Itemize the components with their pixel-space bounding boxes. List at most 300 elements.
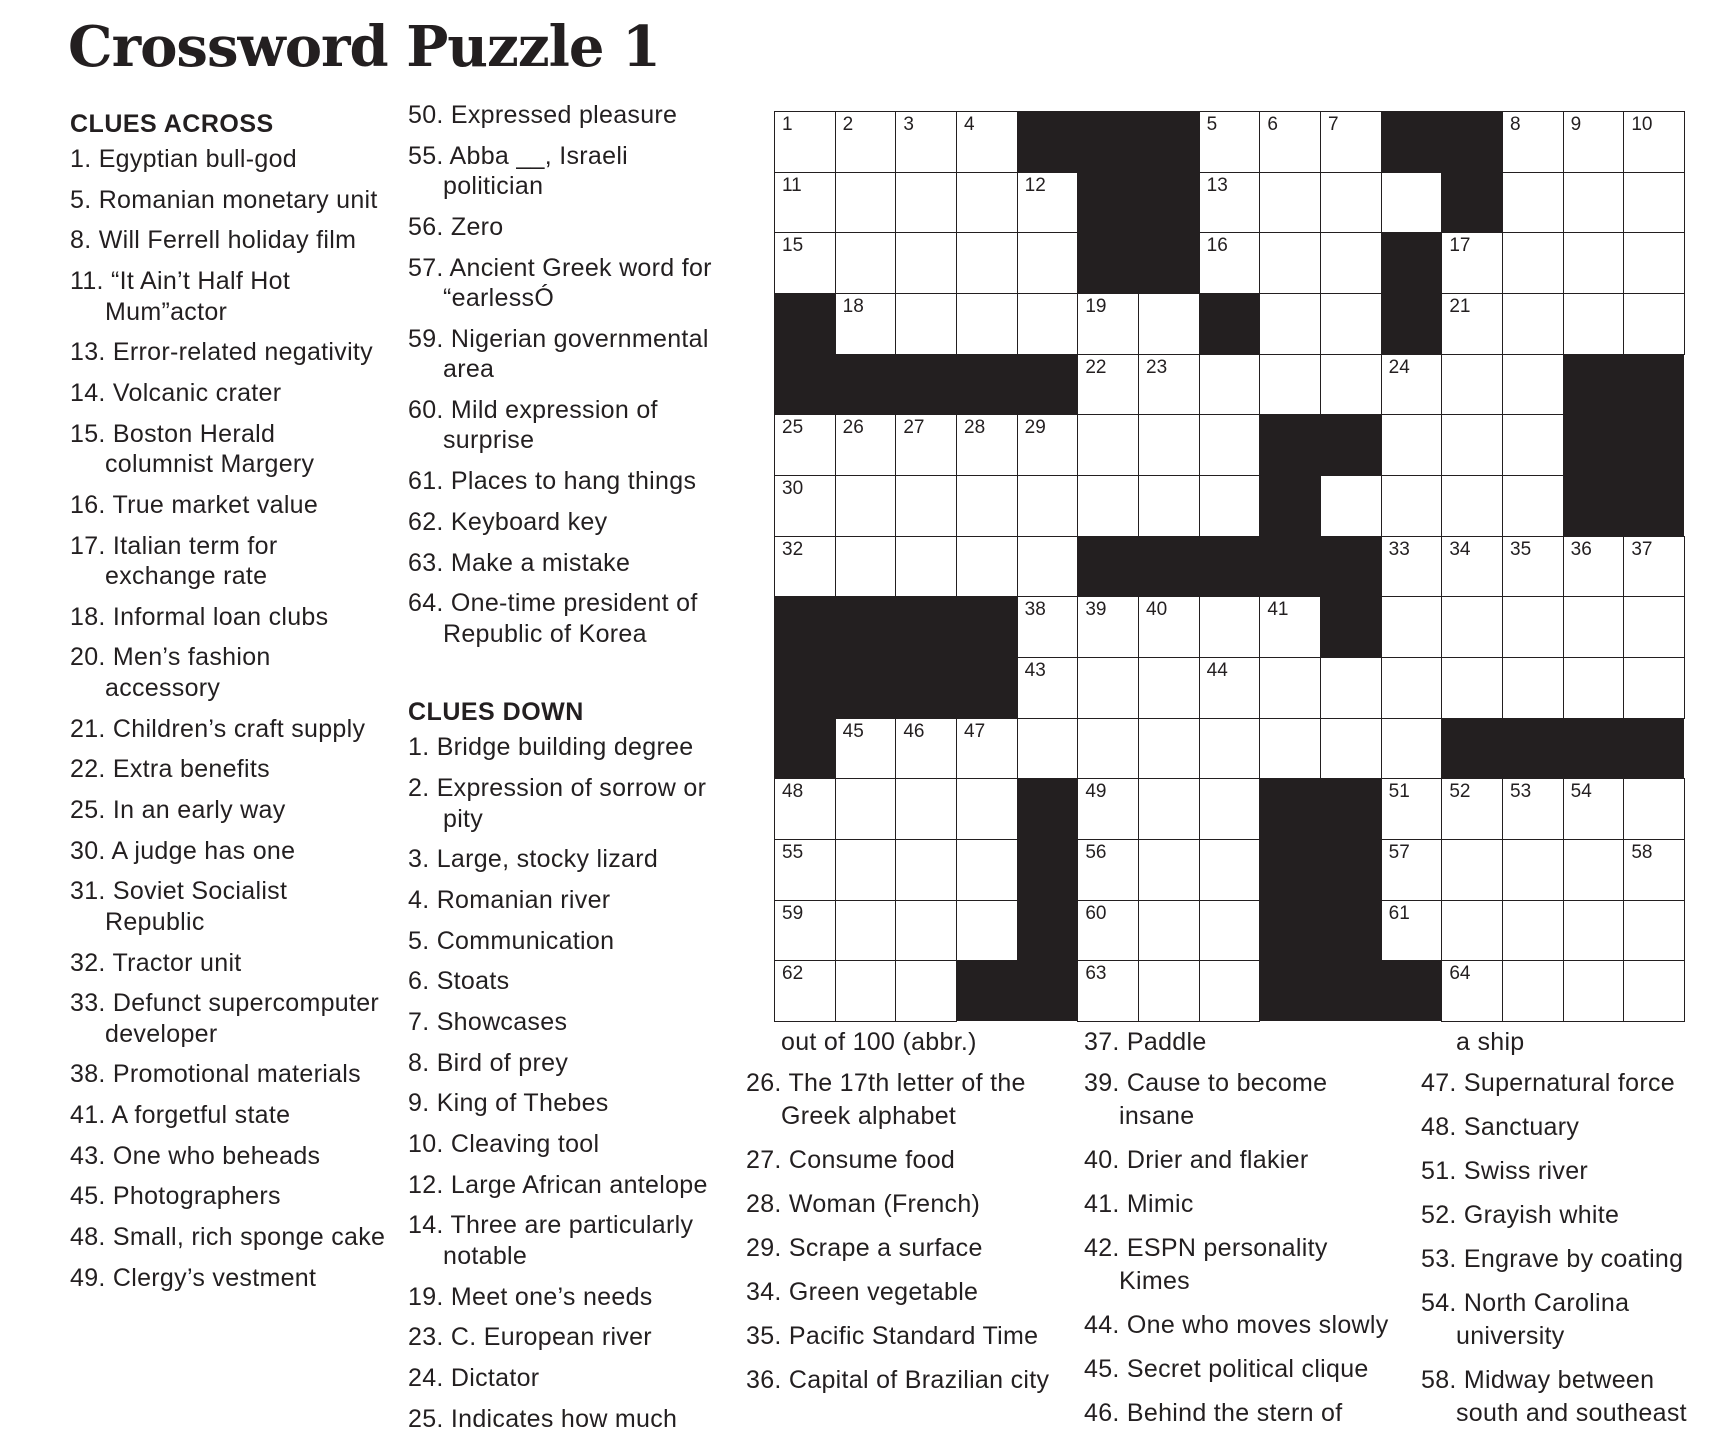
grid-cell[interactable]	[1199, 232, 1261, 294]
clue-item: 58. Midway between south and southeast	[1421, 1366, 1687, 1427]
clue-item: 51. Swiss river	[1421, 1157, 1589, 1185]
grid-cell[interactable]	[774, 900, 836, 962]
grid-cell[interactable]	[835, 475, 897, 537]
clue-item: 24. Dictator	[408, 1364, 540, 1392]
clue-item: 33. Defunct supercomputer developer	[70, 989, 380, 1048]
grid-cell[interactable]	[1259, 111, 1321, 173]
grid-cell[interactable]	[1077, 839, 1139, 901]
black-square	[1563, 718, 1624, 779]
across-clues-column-1	[70, 104, 390, 1304]
grid-cell[interactable]	[895, 718, 957, 780]
grid-cell[interactable]	[774, 536, 836, 598]
cell-number: 49	[1085, 781, 1107, 803]
grid-cell[interactable]	[1623, 900, 1685, 962]
cell-number: 56	[1085, 842, 1107, 863]
clue-item: 49. Clergy’s vestment	[70, 1263, 317, 1292]
cell-number: 19	[1085, 296, 1107, 317]
grid-cell[interactable]	[1623, 839, 1685, 901]
grid-cell[interactable]	[1199, 475, 1261, 537]
grid-cell[interactable]	[895, 232, 957, 294]
grid-cell[interactable]	[895, 414, 957, 476]
black-square	[1199, 536, 1260, 597]
clue-item: 27. Consume food	[746, 1146, 956, 1174]
cell-number: 47	[964, 720, 986, 742]
cell-number: 4	[964, 114, 975, 135]
grid-cell[interactable]	[1199, 900, 1261, 962]
cell-number: 59	[782, 902, 804, 924]
grid-cell[interactable]	[1441, 414, 1503, 476]
grid-cell[interactable]	[1017, 232, 1079, 294]
black-square	[1077, 536, 1138, 597]
cell-number: 48	[782, 781, 804, 803]
clue-item: 48. Small, rich sponge cake	[70, 1223, 386, 1252]
grid-cell[interactable]	[1441, 839, 1503, 901]
cell-number: 30	[782, 478, 804, 499]
grid-cell[interactable]	[895, 172, 957, 234]
grid-cell[interactable]	[835, 232, 897, 294]
cell-number: 52	[1449, 781, 1471, 803]
cell-number: 11	[782, 174, 802, 196]
grid-cell[interactable]	[1563, 232, 1625, 294]
clue-item: 46. Behind the stern of	[1084, 1399, 1343, 1427]
grid-cell[interactable]	[1563, 596, 1625, 658]
cell-number: 34	[1449, 538, 1471, 560]
grid-cell[interactable]	[1320, 718, 1382, 780]
grid-cell[interactable]	[1199, 354, 1261, 416]
black-square	[1259, 414, 1320, 475]
grid-cell[interactable]	[1320, 354, 1382, 416]
black-square	[1138, 172, 1199, 233]
black-square	[1259, 778, 1320, 839]
grid-cell[interactable]	[835, 536, 897, 598]
grid-cell[interactable]	[1320, 232, 1382, 294]
grid-cell[interactable]	[774, 172, 836, 234]
cell-number: 8	[1510, 114, 1521, 135]
cell-number: 24	[1388, 356, 1410, 378]
black-square	[1441, 172, 1502, 233]
clue-item: 36. Capital of Brazilian city	[746, 1366, 1050, 1394]
cell-number: 62	[782, 963, 804, 985]
cell-number: 28	[964, 417, 986, 439]
grid-cell[interactable]	[1502, 596, 1564, 658]
cell-number: 10	[1631, 114, 1653, 135]
grid-cell[interactable]	[1623, 596, 1685, 658]
grid-cell[interactable]	[1199, 596, 1261, 658]
down-clue-list-continued	[1421, 1067, 1711, 1430]
grid-cell[interactable]	[1563, 172, 1625, 234]
grid-cell[interactable]	[1502, 900, 1564, 962]
grid-cell[interactable]	[1623, 657, 1685, 719]
clue-item: 20. Men’s fashion accessory	[70, 643, 271, 702]
clue-item: 41. A forgetful state	[70, 1101, 291, 1130]
cell-number: 54	[1570, 781, 1592, 803]
grid-cell[interactable]	[1320, 475, 1382, 537]
grid-cell[interactable]	[1381, 718, 1443, 780]
grid-cell[interactable]	[1077, 414, 1139, 476]
grid-cell[interactable]	[1199, 657, 1261, 719]
grid-cell[interactable]	[1502, 778, 1564, 840]
cell-number: 6	[1267, 114, 1278, 135]
grid-cell[interactable]	[1138, 293, 1200, 355]
grid-cell[interactable]	[1381, 536, 1443, 598]
cell-number: 5	[1206, 114, 1218, 135]
crossword-grid	[774, 111, 1684, 1021]
grid-cell[interactable]	[1138, 596, 1200, 658]
grid-cell[interactable]	[1259, 293, 1321, 355]
cell-number: 46	[903, 720, 925, 742]
grid-cell[interactable]	[1502, 172, 1564, 234]
grid-cell[interactable]	[835, 414, 897, 476]
grid-cell[interactable]	[1502, 414, 1564, 476]
grid-cell[interactable]	[1441, 536, 1503, 598]
grid-cell[interactable]	[1502, 657, 1564, 719]
black-square	[1381, 232, 1442, 293]
black-square	[1563, 354, 1624, 415]
clue-item: 30. A judge has one	[70, 836, 296, 865]
grid-cell[interactable]	[895, 960, 957, 1022]
grid-cell[interactable]	[1381, 172, 1443, 234]
black-square	[1320, 536, 1381, 597]
grid-cell[interactable]	[1320, 172, 1382, 234]
grid-cell[interactable]	[1623, 960, 1685, 1022]
cell-number: 36	[1570, 538, 1592, 560]
grid-cell[interactable]	[835, 293, 897, 355]
grid-cell[interactable]	[1199, 778, 1261, 840]
grid-cell[interactable]	[956, 536, 1018, 598]
black-square	[956, 960, 1017, 1021]
grid-cell[interactable]	[956, 839, 1018, 901]
black-square	[1259, 536, 1320, 597]
clue-item: 52. Grayish white	[1421, 1201, 1620, 1229]
grid-cell[interactable]	[1441, 900, 1503, 962]
cell-number: 13	[1206, 174, 1228, 196]
clue-item: 8. Will Ferrell holiday film	[70, 226, 357, 255]
black-square	[1320, 596, 1381, 657]
grid-cell[interactable]	[774, 839, 836, 901]
cell-number: 26	[842, 417, 864, 439]
cell-number: 3	[903, 114, 914, 135]
grid-cell[interactable]	[1077, 718, 1139, 780]
grid-cell[interactable]	[1259, 596, 1321, 658]
across-clue-list	[70, 144, 390, 1293]
grid-cell[interactable]	[1623, 536, 1685, 598]
black-square	[1320, 414, 1381, 475]
grid-cell[interactable]	[1441, 475, 1503, 537]
grid-cell[interactable]	[1563, 293, 1625, 355]
down-clue-list	[408, 732, 733, 1434]
black-square	[1259, 900, 1320, 961]
cell-number: 53	[1510, 781, 1532, 803]
grid-cell[interactable]	[1502, 960, 1564, 1022]
black-square	[1017, 778, 1078, 839]
cell-number: 32	[782, 538, 804, 560]
grid-cell[interactable]	[956, 414, 1018, 476]
grid-cell[interactable]	[1441, 232, 1503, 294]
black-square	[895, 657, 956, 718]
grid-cell[interactable]	[1623, 172, 1685, 234]
grid-cell[interactable]	[774, 111, 836, 173]
grid-cell[interactable]	[1199, 111, 1261, 173]
grid-cell[interactable]	[1381, 839, 1443, 901]
grid-cell[interactable]	[835, 960, 897, 1022]
black-square	[956, 354, 1017, 415]
grid-cell[interactable]	[1138, 960, 1200, 1022]
grid-cell[interactable]	[1017, 657, 1079, 719]
grid-cell[interactable]	[1138, 354, 1200, 416]
black-square	[1017, 354, 1078, 415]
grid-cell[interactable]	[1138, 657, 1200, 719]
grid-cell[interactable]	[1077, 596, 1139, 658]
black-square	[1320, 839, 1381, 900]
grid-cell[interactable]	[1623, 293, 1685, 355]
down-heading: CLUES DOWN	[408, 698, 584, 727]
grid-cell[interactable]	[1563, 960, 1625, 1022]
grid-cell[interactable]	[1138, 475, 1200, 537]
cell-number: 27	[903, 417, 925, 439]
cell-number: 44	[1206, 660, 1228, 681]
grid-cell[interactable]	[1138, 718, 1200, 780]
grid-cell[interactable]	[774, 414, 836, 476]
clue-item: 23. C. European river	[408, 1323, 652, 1352]
grid-cell[interactable]	[1563, 900, 1625, 962]
clue-item: 26. The 17th letter of the Greek alphabet	[746, 1069, 1026, 1130]
grid-cell[interactable]	[1502, 839, 1564, 901]
grid-cell[interactable]	[1623, 232, 1685, 294]
grid-cell[interactable]	[956, 232, 1018, 294]
cell-number: 18	[842, 296, 864, 317]
cell-number: 22	[1085, 356, 1107, 378]
grid-cell[interactable]	[1441, 778, 1503, 840]
grid-cell[interactable]	[1320, 111, 1382, 173]
grid-cell[interactable]	[1259, 232, 1321, 294]
grid-cell[interactable]	[774, 778, 836, 840]
grid-cell[interactable]	[1017, 718, 1079, 780]
grid-cell[interactable]	[895, 111, 957, 173]
clue-item: 5. Communication	[408, 926, 615, 955]
down-clues-column-3	[746, 1027, 1066, 1408]
grid-cell[interactable]	[774, 475, 836, 537]
black-square	[835, 354, 896, 415]
clue-item: 8. Bird of prey	[408, 1048, 569, 1077]
grid-cell[interactable]	[1077, 778, 1139, 840]
black-square	[1017, 960, 1078, 1021]
clue-item: 38. Promotional materials	[70, 1060, 361, 1089]
grid-cell[interactable]	[1199, 960, 1261, 1022]
grid-cell[interactable]	[1441, 293, 1503, 355]
grid-cell[interactable]	[835, 718, 897, 780]
grid-cell[interactable]	[895, 778, 957, 840]
grid-cell[interactable]	[1502, 293, 1564, 355]
grid-cell[interactable]	[956, 475, 1018, 537]
clue-item: 62. Keyboard key	[408, 507, 608, 536]
grid-cell[interactable]	[956, 293, 1018, 355]
black-square	[1077, 172, 1138, 233]
clue-item: 44. One who moves slowly	[1084, 1311, 1389, 1339]
grid-cell[interactable]	[1077, 475, 1139, 537]
grid-cell[interactable]	[956, 778, 1018, 840]
clue-item: 9. King of Thebes	[408, 1089, 609, 1118]
grid-cell[interactable]	[1502, 536, 1564, 598]
grid-cell[interactable]	[1138, 839, 1200, 901]
grid-cell[interactable]	[1077, 900, 1139, 962]
down-clue-list-continued	[1084, 1067, 1404, 1430]
clue-item: 55. Abba __, Israeli politician	[408, 141, 629, 201]
cell-number: 1	[782, 114, 793, 135]
cell-number: 41	[1267, 599, 1289, 621]
grid-cell[interactable]	[1077, 657, 1139, 719]
grid-cell[interactable]	[1259, 657, 1321, 719]
black-square	[1138, 536, 1199, 597]
cell-number: 43	[1024, 660, 1046, 681]
grid-cell[interactable]	[1017, 536, 1079, 598]
cell-number: 2	[842, 114, 854, 135]
clue-item: 25. In an early way	[70, 795, 286, 824]
grid-cell[interactable]	[1017, 172, 1079, 234]
grid-cell[interactable]	[1563, 778, 1625, 840]
grid-cell[interactable]	[1623, 111, 1685, 173]
grid-cell[interactable]	[1259, 354, 1321, 416]
clue-item: 14. Volcanic crater	[70, 378, 282, 407]
black-square	[1259, 475, 1320, 536]
grid-cell[interactable]	[956, 718, 1018, 780]
cell-number: 39	[1085, 599, 1107, 621]
clue-item: 47. Supernatural force	[1421, 1069, 1675, 1097]
grid-cell[interactable]	[774, 960, 836, 1022]
cell-number: 21	[1449, 296, 1471, 317]
cell-number: 64	[1449, 963, 1471, 985]
black-square	[835, 596, 896, 657]
clue-item: 10. Cleaving tool	[408, 1130, 600, 1159]
cell-number: 55	[782, 842, 804, 863]
cell-number: 38	[1024, 599, 1046, 621]
black-square	[1199, 293, 1260, 354]
grid-cell[interactable]	[1259, 172, 1321, 234]
grid-cell[interactable]	[956, 172, 1018, 234]
grid-cell[interactable]	[835, 778, 897, 840]
clue-item: 45. Photographers	[70, 1182, 281, 1211]
cell-number: 16	[1206, 235, 1228, 257]
clue-item: 60. Mild expression of surprise	[408, 395, 658, 455]
grid-cell[interactable]	[1381, 414, 1443, 476]
grid-cell[interactable]	[1381, 475, 1443, 537]
cell-number: 7	[1328, 114, 1339, 135]
black-square	[895, 354, 956, 415]
grid-cell[interactable]	[1563, 657, 1625, 719]
grid-cell[interactable]	[1138, 414, 1200, 476]
grid-cell[interactable]	[1017, 414, 1079, 476]
cell-number: 15	[782, 235, 804, 257]
grid-cell[interactable]	[1199, 839, 1261, 901]
clue-item: 43. One who beheads	[70, 1141, 321, 1170]
black-square	[774, 354, 835, 415]
black-square	[1017, 900, 1078, 961]
down-clue-continuation: out of 100 (abbr.)	[781, 1028, 977, 1056]
grid-cell[interactable]	[1381, 778, 1443, 840]
grid-cell[interactable]	[1199, 718, 1261, 780]
grid-cell[interactable]	[1077, 293, 1139, 355]
grid-cell[interactable]	[1138, 778, 1200, 840]
clue-item: 4. Romanian river	[408, 885, 611, 914]
grid-cell[interactable]	[835, 111, 897, 173]
cell-number: 51	[1388, 781, 1410, 803]
grid-cell[interactable]	[1259, 718, 1321, 780]
grid-cell[interactable]	[1441, 596, 1503, 658]
grid-cell[interactable]	[1017, 475, 1079, 537]
puzzle-title: Crossword Puzzle 1	[68, 14, 660, 80]
grid-cell[interactable]	[1017, 596, 1079, 658]
clue-item: 50. Expressed pleasure	[408, 101, 678, 129]
black-square	[1259, 960, 1320, 1021]
grid-cell[interactable]	[1199, 172, 1261, 234]
grid-cell[interactable]	[1502, 232, 1564, 294]
grid-cell[interactable]	[1077, 960, 1139, 1022]
black-square	[956, 657, 1017, 718]
grid-cell[interactable]	[1502, 354, 1564, 416]
clue-item: 41. Mimic	[1084, 1190, 1194, 1218]
grid-cell[interactable]	[1563, 111, 1625, 173]
cell-number: 25	[782, 417, 804, 439]
clue-item: 42. ESPN personality Kimes	[1084, 1234, 1328, 1295]
grid-cell[interactable]	[1502, 475, 1564, 537]
grid-cell[interactable]	[895, 293, 957, 355]
grid-cell[interactable]	[895, 536, 957, 598]
grid-cell[interactable]	[1441, 960, 1503, 1022]
grid-cell[interactable]	[895, 839, 957, 901]
clue-item: 3. Large, stocky lizard	[408, 845, 659, 874]
clue-item: 15. Boston Herald columnist Margery	[70, 419, 315, 479]
grid-cell[interactable]	[1381, 900, 1443, 962]
grid-cell[interactable]	[774, 232, 836, 294]
grid-cell[interactable]	[835, 900, 897, 962]
grid-cell[interactable]	[1441, 354, 1503, 416]
grid-cell[interactable]	[1381, 657, 1443, 719]
black-square	[1320, 960, 1381, 1021]
grid-cell[interactable]	[835, 839, 897, 901]
clue-item: 59. Nigerian governmental area	[408, 324, 709, 384]
grid-cell[interactable]	[1623, 778, 1685, 840]
cell-number: 40	[1146, 599, 1168, 621]
grid-cell[interactable]	[1320, 293, 1382, 355]
clue-item: 19. Meet one’s needs	[408, 1282, 653, 1311]
black-square	[1623, 475, 1684, 536]
black-square	[774, 293, 835, 354]
grid-cell[interactable]	[835, 172, 897, 234]
grid-cell[interactable]	[1502, 111, 1564, 173]
grid-cell[interactable]	[1381, 354, 1443, 416]
black-square	[1320, 900, 1381, 961]
black-square	[956, 596, 1017, 657]
grid-cell[interactable]	[1199, 414, 1261, 476]
grid-cell[interactable]	[1563, 839, 1625, 901]
grid-cell[interactable]	[1138, 900, 1200, 962]
grid-cell[interactable]	[1441, 657, 1503, 719]
grid-cell[interactable]	[1381, 596, 1443, 658]
clue-item: 35. Pacific Standard Time	[746, 1322, 1039, 1350]
across-heading: CLUES ACROSS	[70, 110, 274, 138]
grid-cell[interactable]	[956, 900, 1018, 962]
grid-cell[interactable]	[1017, 293, 1079, 355]
cell-number: 9	[1570, 114, 1582, 135]
grid-cell[interactable]	[1077, 354, 1139, 416]
grid-cell[interactable]	[1320, 657, 1382, 719]
grid-cell[interactable]	[956, 111, 1018, 173]
clue-item: 22. Extra benefits	[70, 755, 270, 784]
clue-item: 48. Sanctuary	[1421, 1113, 1580, 1141]
grid-cell[interactable]	[1563, 536, 1625, 598]
grid-cell[interactable]	[895, 900, 957, 962]
cell-number: 61	[1388, 902, 1410, 924]
grid-cell[interactable]	[895, 475, 957, 537]
